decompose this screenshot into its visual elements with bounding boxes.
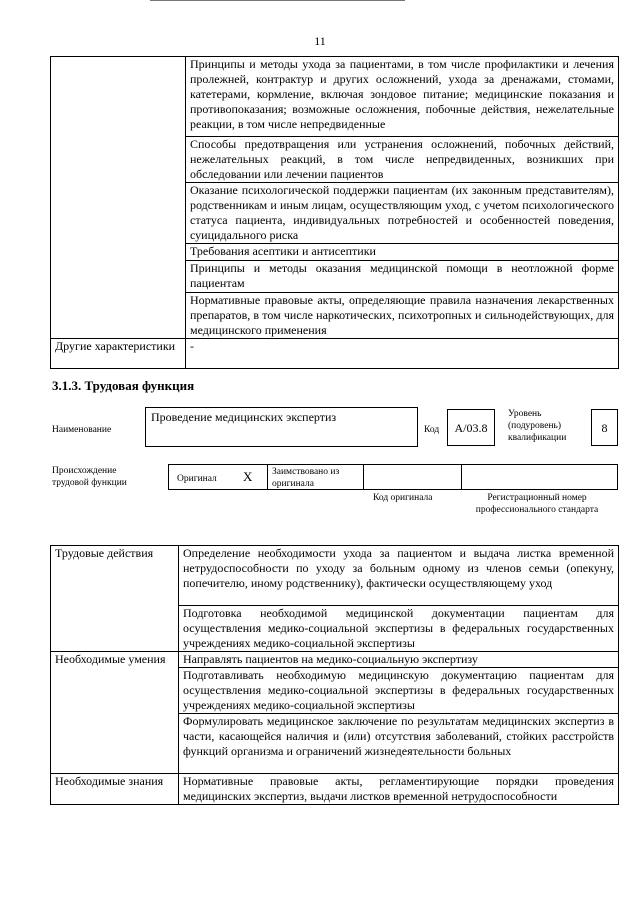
page-number: 11	[314, 34, 326, 48]
row-label: Другие характеристики	[51, 339, 186, 369]
row-text: Нормативные правовые акты, регламентирующие порядки проведения медицинских экспертиз, выдачи листков временной нетрудоспособности	[179, 774, 619, 805]
row-label	[51, 57, 186, 339]
origin-divider	[461, 465, 462, 489]
table-row	[51, 339, 619, 369]
table-row	[51, 57, 619, 137]
row-text: Оказание психологической поддержки пациентам (их законным представителям), родственникам и иным лицам, осуществляющим уход, с учетом психологического статуса пациента, индивидуальных потребностей и особенностей поведения, суицидального риска	[186, 183, 619, 244]
row-text: Нормативные правовые акты, определяющие правила назначения лекарственных препаратов, в том числе наркотических, психотропных и сильнодействующих, для медицинского применения	[186, 293, 619, 339]
level-label: Уровень (подуровень) квалификации	[508, 409, 567, 443]
origin-divider	[267, 465, 268, 489]
row-text: Определение необходимости ухода за пациентом и выдача листка временной нетрудоспособности по уходу за больным одному из членов семьи (опекуну, попечителю, иному родственнику), фактически осуществляющему уход	[179, 546, 619, 606]
borrowed-label: Заимствовано из оригинала	[272, 467, 340, 489]
row-text: Подготовка необходимой медицинской документации пациентам для осуществления медико-социальной экспертизы в федеральных государственных учреждениях медико-социальной экспертизы	[179, 606, 619, 652]
function-name: Проведение медицинских экспертиз	[151, 410, 337, 424]
main-table	[50, 545, 619, 805]
section-title: 3.1.3. Трудовая функция	[52, 378, 195, 393]
function-name-box	[145, 407, 418, 447]
row-label: Необходимые знания	[51, 774, 179, 805]
origin-label: Происхождение трудовой функции	[52, 466, 127, 488]
name-label: Наименование	[52, 425, 112, 435]
row-text: Требования асептики и антисептики	[186, 244, 619, 261]
original-mark: X	[243, 469, 253, 484]
row-text: Направлять пациентов на медико-социальную экспертизу	[179, 652, 619, 668]
row-label: Трудовые действия	[51, 546, 179, 652]
level-box	[591, 409, 618, 446]
row-text: Подготавливать необходимую медицинскую документацию пациентам для осуществления медико-социальной экспертизы в федеральных государственных учреждениях медико-социальной экспертизы	[179, 668, 619, 714]
origin-box	[168, 464, 618, 490]
row-text: -	[186, 339, 619, 369]
origin-divider	[363, 465, 364, 489]
original-label: Оригинал	[177, 474, 217, 484]
table-row	[51, 546, 619, 606]
table-row	[51, 652, 619, 668]
row-text: Способы предотвращения или устранения осложнений, побочных действий, нежелательных реакций, в том числе непредвиденных, возникших при обследовании или лечении пациентов	[186, 137, 619, 183]
row-text: Принципы и методы ухода за пациентами, в том числе профилактики и лечения пролежней, контрактур и других осложнений, ухода за дренажами, стомами, катетерами, кормление, включая зондовое питание; медицинские показания и противопоказания; возможные осложнения, побочные действия, нежелательные реакции, в том числе непредвиденные	[186, 57, 619, 137]
row-label: Необходимые умения	[51, 652, 179, 774]
row-text: Формулировать медицинское заключение по результатам медицинских экспертиз в части, касающейся наличия и (или) отсутствия заболеваний, стойких расстройств функций организма и ограничений жизнедеятельности больных	[179, 714, 619, 774]
top-rule	[150, 0, 405, 1]
code-value: A/03.8	[454, 421, 488, 435]
row-text: Принципы и методы оказания медицинской помощи в неотложной форме пациентам	[186, 261, 619, 293]
table-row	[51, 774, 619, 805]
level-value: 8	[601, 421, 608, 435]
code-box	[447, 409, 495, 446]
code-label: Код	[424, 425, 440, 435]
top-table	[50, 56, 619, 369]
reg-caption: Регистрационный номер профессионального стандарта	[475, 493, 599, 515]
code-caption: Код оригинала	[373, 493, 433, 503]
